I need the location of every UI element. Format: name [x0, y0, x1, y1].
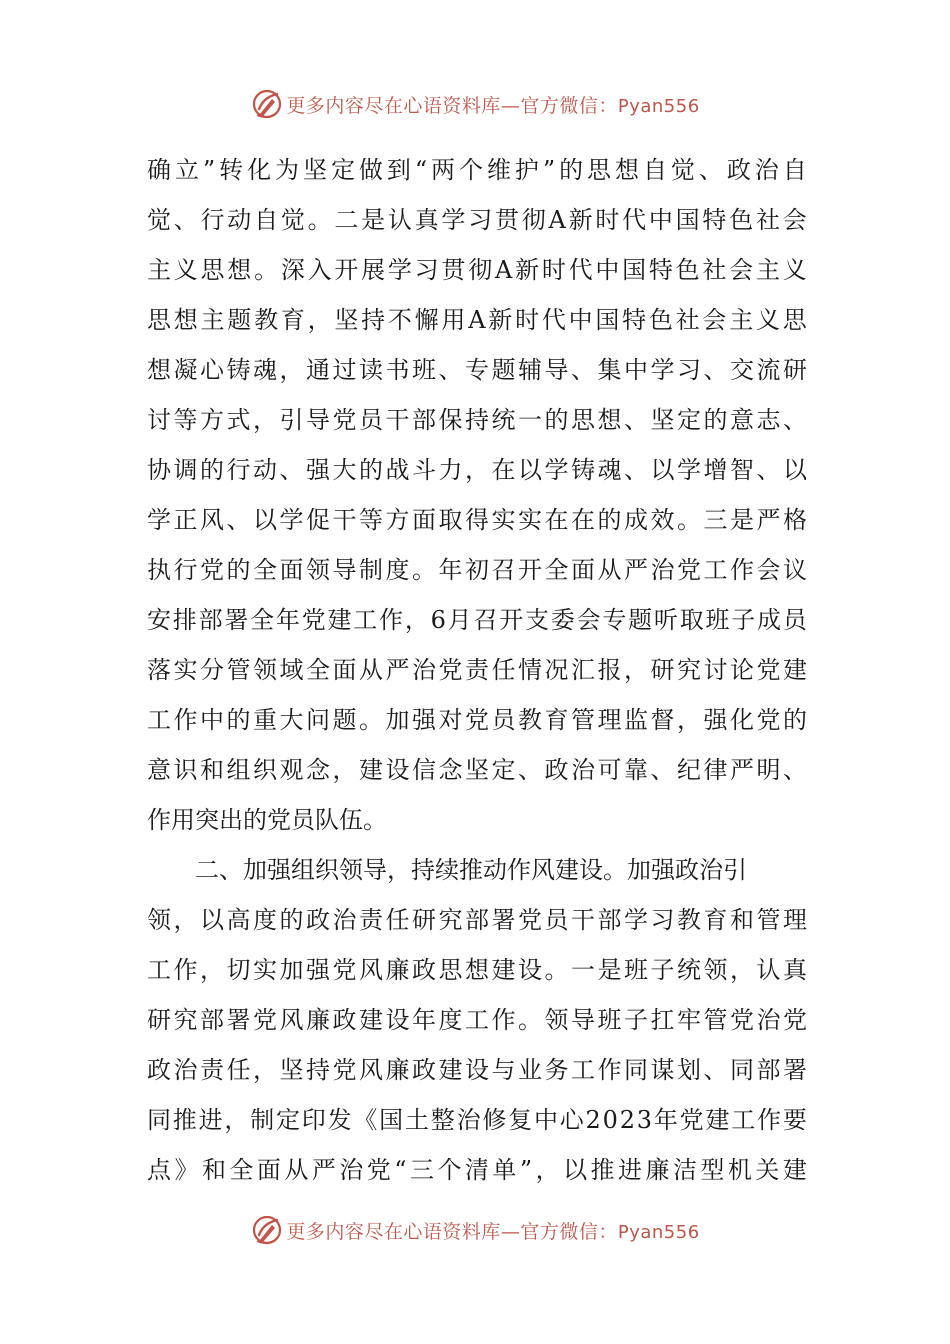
text-line: 想 凝 心 铸 魂 ， 通 过 读 书 班 、 专 题 辅 导 、 集 中 学 习 、 交 流 研: [147, 356, 807, 384]
header-watermark-text: 更多内容尽在心语资料库—官方微信：Pyan556: [286, 94, 700, 117]
text-line: 主 义 思 想 。 深 入 开 展 学 习 贯 彻 A 新 时 代 中 国 特 色 社 会 主 义: [147, 256, 807, 284]
footer-watermark-account: Pyan556: [617, 1221, 700, 1243]
text-line: 工 作 中 的 重 大 问 题 。 加 强 对 党 员 教 育 管 理 监 督 ， 强 化 党 的: [147, 706, 807, 734]
text-line: 政 治 责 任 ， 坚 持 党 风 廉 政 建 设 与 业 务 工 作 同 谋 划 、 同 部 署: [147, 1056, 807, 1084]
text-line: 点 》 和 全 面 从 严 治 党 “ 三 个 清 单 ” ， 以 推 进 廉 洁 型 机 关 建: [147, 1156, 807, 1184]
document-body: [147, 145, 807, 1195]
text-line: 学 正 风 、 以 学 促 干 等 方 面 取 得 实 实 在 在 的 成 效 。 三 是 严 格: [147, 506, 807, 534]
footer-watermark-text: 更多内容尽在心语资料库—官方微信：Pyan556: [286, 1220, 700, 1243]
text-line: 研 究 部 署 党 风 廉 政 建 设 年 度 工 作 。 领 导 班 子 扛 牢 管 党 治 党: [147, 1006, 807, 1034]
text-line: 领 ， 以 高 度 的 政 治 责 任 研 究 部 署 党 员 干 部 学 习 教 育 和 管 理: [147, 906, 807, 934]
header-watermark-account: Pyan556: [617, 95, 700, 117]
header-watermark-banner: [0, 84, 950, 124]
text-line: 执 行 党 的 全 面 领 导 制 度 。 年 初 召 开 全 面 从 严 治 党 工 作 会 议: [147, 556, 807, 584]
pen-swirl-logo-icon: [250, 87, 284, 121]
text-line: 工 作 ， 切 实 加 强 党 风 廉 政 思 想 建 设 。 一 是 班 子 统 领 ， 认 真: [147, 956, 807, 984]
text-line: 意 识 和 组 织 观 念 ， 建 设 信 念 坚 定 、 政 治 可 靠 、 纪 律 严 明 、: [147, 756, 807, 784]
text-line: 落 实 分 管 领 域 全 面 从 严 治 党 责 任 情 况 汇 报 ， 研 究 讨 论 党 建: [147, 656, 807, 684]
text-line: 思 想 主 题 教 育 ， 坚 持 不 懈 用 A 新 时 代 中 国 特 色 社 会 主 义 思: [147, 306, 807, 334]
text-line: 讨 等 方 式 ， 引 导 党 员 干 部 保 持 统 一 的 思 想 、 坚 定 的 意 志 、: [147, 406, 807, 434]
section-heading-line: 二、加强组织领导，持续推动作风建设。加强政治引: [195, 856, 747, 884]
text-line: 协 调 的 行 动 、 强 大 的 战 斗 力 ， 在 以 学 铸 魂 、 以 学 增 智 、 以: [147, 456, 807, 484]
text-line: 作用突出的党员队伍。: [147, 806, 387, 834]
footer-watermark-banner: [0, 1210, 950, 1250]
text-line: 确 立 ” 转 化 为 坚 定 做 到 “ 两 个 维 护 ” 的 思 想 自 觉 、 政 治 自: [147, 156, 807, 184]
pen-swirl-logo-icon: [250, 1213, 284, 1247]
text-line: 觉 、 行 动 自 觉 。 二 是 认 真 学 习 贯 彻 A 新 时 代 中 国 特 色 社 会: [147, 206, 807, 234]
text-line: 安 排 部 署 全 年 党 建 工 作 ， 6 月 召 开 支 委 会 专 题 听 取 班 子 成 员: [147, 606, 807, 634]
text-line: 同 推 进 ， 制 定 印 发 《 国 土 整 治 修 复 中 心 2 0 2 3 年 党 建 工 作 要: [147, 1106, 807, 1134]
